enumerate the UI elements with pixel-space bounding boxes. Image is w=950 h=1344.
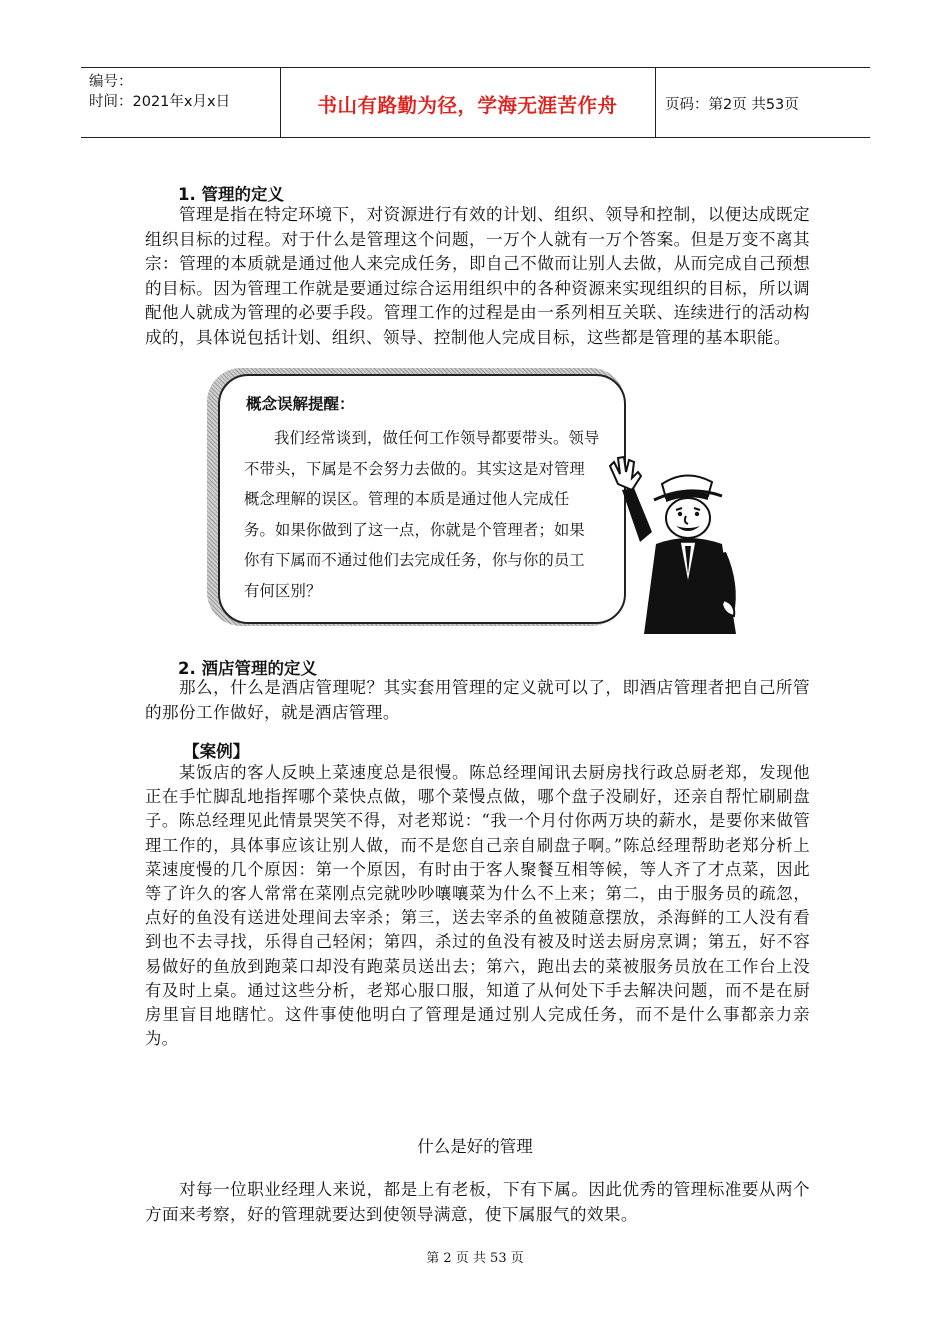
case-paragraph: 某饭店的客人反映上菜速度总是很慢。陈总经理闻讯去厨房找行政总厨老郑，发现他正在手忙脚乱地指挥哪个菜快点做，哪个菜慢点做，哪个盘子没刷好，还亲自帮忙刷刷盘子。陈总经理见此情景哭笑不得，对老郑说：“我一个月付你两万块的薪水，是要你来做管理工作的，具体事应该让别人做，而不是您自己亲自刷盘子啊。”陈总经理帮助老郑分析上菜速度慢的几个原因：第一个原因，有时由于客人聚餐互相等候，等人齐了才点菜，因此等了许久的客人常常在菜刚点完就吵吵嚷嚷菜为什么不上来；第二，由于服务员的疏忽，点好的鱼没有送进处理间去宰杀；第三，送去宰杀的鱼被随意摆放，杀海鲜的工人没有看到也不去寻找，乐得自己轻闲；第四，杀过的鱼没有被及时送去厨房烹调；第五，好不容易做好的鱼放到跑菜口却没有跑菜员送出去；第六，跑出去的菜被服务员放在工作台上没有及时上桌。通过这些分析，老郑心服口服，知道了从何处下手去解决问题，而不是在厨房里盲目地瞎忙。这件事使他明白了管理是通过别人完成任务，而不是什么事都亲力亲为。 — [145, 763, 810, 1049]
callout-body — [244, 423, 600, 607]
page-footer: 第 2 页 共 53 页 — [426, 1251, 524, 1266]
paragraph: 对每一位职业经理人来说，都是上有老板，下有下属。因此优秀的管理标准要从两个方面来考察，好的管理就要达到使领导满意，使下属服气的效果。 — [145, 1180, 810, 1224]
header-motto: 书山有路勤为径，学海无涯苦作舟 — [317, 94, 618, 117]
header-divider — [655, 68, 656, 137]
callout-bubble — [218, 374, 626, 624]
section-heading: 什么是好的管理 — [417, 1137, 533, 1156]
section-heading: 1. 管理的定义 — [178, 185, 284, 204]
callout-body-text: 我们经常谈到，做任何工作领导都要带头。领导不带头，下属是不会努力去做的。其实这是对管理概念理解的误区。管理的本质是通过他人完成任务。如果你做到了这一点，你就是个管理者；如果你有下属而不通过他们去完成任务，你与你的员工有何区别？ — [244, 429, 600, 600]
section-heading: 2. 酒店管理的定义 — [178, 659, 317, 678]
number-label: 编号： — [89, 74, 133, 90]
cartoon-manager-illustration — [596, 444, 748, 634]
case-label: 【案例】 — [183, 742, 250, 761]
document-header — [81, 67, 870, 138]
callout-title: 概念误解提醒： — [246, 395, 355, 413]
time-label: 时间：2021年x月x日 — [89, 94, 231, 110]
paragraph: 管理是指在特定环境下，对资源进行有效的计划、组织、领导和控制，以便达成既定组织目标的过程。对于什么是管理这个问题，一万个人就有一万个答案。但是万变不离其宗：管理的本质就是通过他人来完成任务，即自己不做而让别人去做，从而完成自己预想的目标。因为管理工作就是要通过综合运用组织中的各种资源来实现组织的目标，所以调配他人就成为管理的必要手段。管理工作的过程是由一系列相互关联、连续进行的活动构成的，具体说包括计划、组织、领导、控制他人完成目标，这些都是管理的基本职能。 — [145, 205, 810, 347]
header-page-label: 页码：第2页 共53页 — [665, 97, 799, 113]
paragraph: 那么，什么是酒店管理呢？其实套用管理的定义就可以了，即酒店管理者把自己所管的那份工作做好，就是酒店管理。 — [145, 678, 810, 722]
header-meta — [89, 72, 230, 112]
